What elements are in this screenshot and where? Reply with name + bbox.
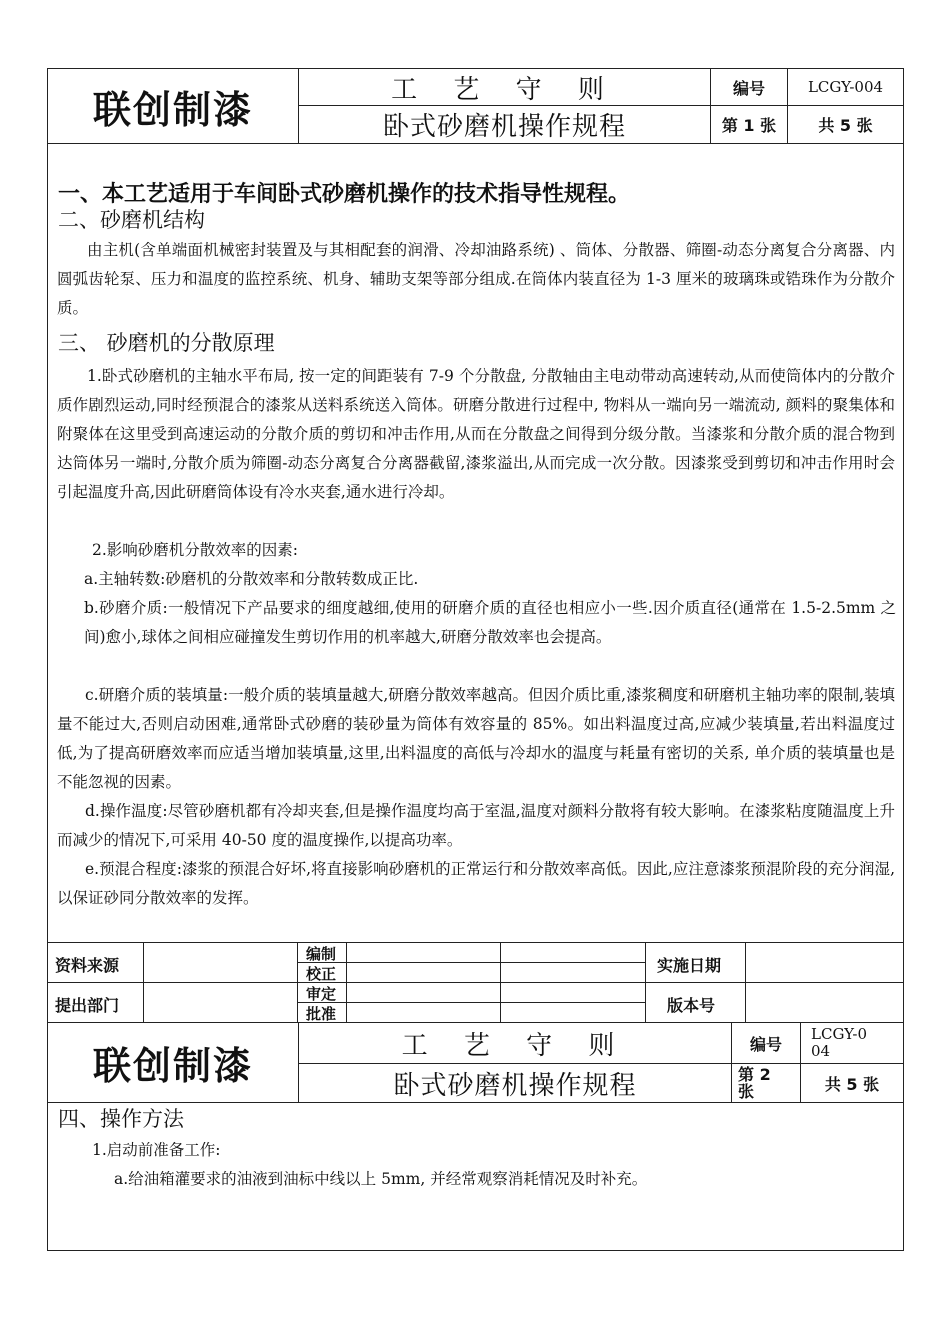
title-cell [298,68,711,106]
doc-title: 卧式砂磨机操作规程 [393,1070,637,1101]
subtitle-cell [298,105,711,144]
factor-c: c.研磨介质的装填量:一般介质的装填量越大,研磨分散效率越高。但因介质比重,漆浆稠度和研磨机主轴功率的限制,装填量不能过大,否则启动困难,通常卧式砂磨的装砂量为筒体有效容量的 85%。如出料温度过高,应减少装填量,若出料温度过低,为了提高研磨效率而应适当增加装填量,这里,出料温度的高低与冷却水的温度与耗量有密切的关系, 单介质的装填量也是不能忽视的因素。 [57,686,895,791]
footer-vrule [297,942,298,1023]
compile-label: 编制 [306,945,337,963]
footer-vrule [745,942,746,1023]
company-logo: 联创制漆 [92,1044,253,1088]
title-cell [298,1022,732,1064]
code-label: 编号 [732,78,765,98]
section-3-paragraph-2: 2.影响砂磨机分散效率的因素: [92,541,299,559]
section-3-paragraph-1: 1.卧式砂磨机的主轴水平布局, 按一定的间距装有 7-9 个分散盘, 分散轴由主电动带动高速转动,从而使筒体内的分散介质作剧烈运动,同时经预混合的漆浆从送料系统送入筒体。研磨分散进行过程中, 物料从一端向另一端流动, 颜料的聚集体和附聚体在这里受到高速运动的分散介质的剪切和冲击作用,从而在分散盘之间得到分级分散。当漆浆和分散介质的混合物到达筒体另一端时,分散介质为筛圈-动态分离复合分离器截留,漆浆溢出,从而完成一次分散。因漆浆受到剪切和冲击作用时会引起温度升高,因此研磨筒体设有冷水夹套,通水进行冷却。 [57,367,895,501]
page-number: 第 2 张 [738,1065,771,1101]
source-label: 资料来源 [55,956,120,975]
footer-mid-rule [47,982,904,983]
page-number: 第 1 张 [721,116,777,135]
step-1: 1.启动前准备工作: [92,1141,221,1159]
footer-top-rule [47,942,904,943]
effective-date-label: 实施日期 [657,956,722,975]
version-label: 版本号 [667,996,716,1015]
page-total: 共 5 张 [818,116,873,135]
footer-subrule [297,962,645,963]
section-1-heading: 一、本工艺适用于车间卧式砂磨机操作的技术指导性规程。 [58,182,631,207]
footer-vrule [500,942,501,1023]
factor-e: e.预混合程度:漆浆的预混合好坏,将直接影响砂磨机的正常运行和分散效率高低。因此,应注意漆浆预混阶段的充分润湿,以保证砂同分散效率的发挥。 [57,860,895,907]
step-1a: a.给油箱灌要求的油液到油标中线以上 5mm, 并经常观察消耗情况及时补充。 [114,1170,648,1188]
factor-d: d.操作温度:尽管砂磨机都有冷却夹套,但是操作温度均高于室温,温度对颜料分散将有较大影响。在漆浆粘度随温度上升而减少的情况下,可采用 40-50 度的温度操作,以提高功率。 [57,802,895,849]
review-label: 审定 [306,985,337,1003]
code-value-cell [787,68,904,106]
company-logo: 联创制漆 [92,87,253,132]
factor-b: b.砂磨介质:一般情况下产品要求的细度越细,使用的研磨介质的直径也相应小一些.因介质直径(通常在 1.5-2.5mm 之间)愈小,球体之间相应碰撞发生剪切作用的机率越大,研磨分散效率也会提高。 [84,599,896,646]
footer-subrule [297,1002,645,1003]
approve-label: 批准 [306,1005,337,1023]
code-label: 编号 [749,1034,782,1054]
total-label-cell [787,105,904,144]
code-value-cell [800,1022,904,1064]
code-value: LCGY-004 [807,78,884,96]
page-label-cell [710,105,788,144]
page-total: 共 5 张 [824,1074,880,1094]
company-logo-cell [47,1022,299,1103]
footer-vrule [143,942,144,1023]
section-2-heading: 二、砂磨机结构 [58,208,205,232]
section-2-text: 由主机(含单端面机械密封装置及与其相配套的润滑、冷却油路系统) 、筒体、分散器、筛圈-动态分离复合分离器、内圆弧齿轮泵、压力和温度的监控系统、机身、辅助支架等部分组成.在筒体内装直径为 1-3 厘米的玻璃珠或锆珠作为分散介质。 [57,241,895,317]
page-label-cell [731,1063,801,1103]
factor-a: a.主轴转数:砂磨机的分散效率和分散转数成正比. [84,570,419,588]
check-label: 校正 [306,965,337,983]
code-label-cell [710,68,788,106]
section-3-heading: 三、 砂磨机的分散原理 [58,331,275,355]
doc-type-title: 工 艺 守 则 [391,74,618,105]
doc-title: 卧式砂磨机操作规程 [382,112,626,142]
section-4-heading: 四、操作方法 [58,1107,184,1131]
total-label-cell [800,1063,904,1103]
subtitle-cell [298,1063,732,1103]
code-label-cell [731,1022,801,1064]
footer-vrule [645,942,646,1023]
code-value: LCGY-004 [811,1025,868,1060]
dept-label: 提出部门 [55,996,120,1015]
company-logo-cell [47,68,299,144]
doc-type-title: 工 艺 守 则 [401,1030,629,1061]
footer-vrule [346,942,347,1023]
